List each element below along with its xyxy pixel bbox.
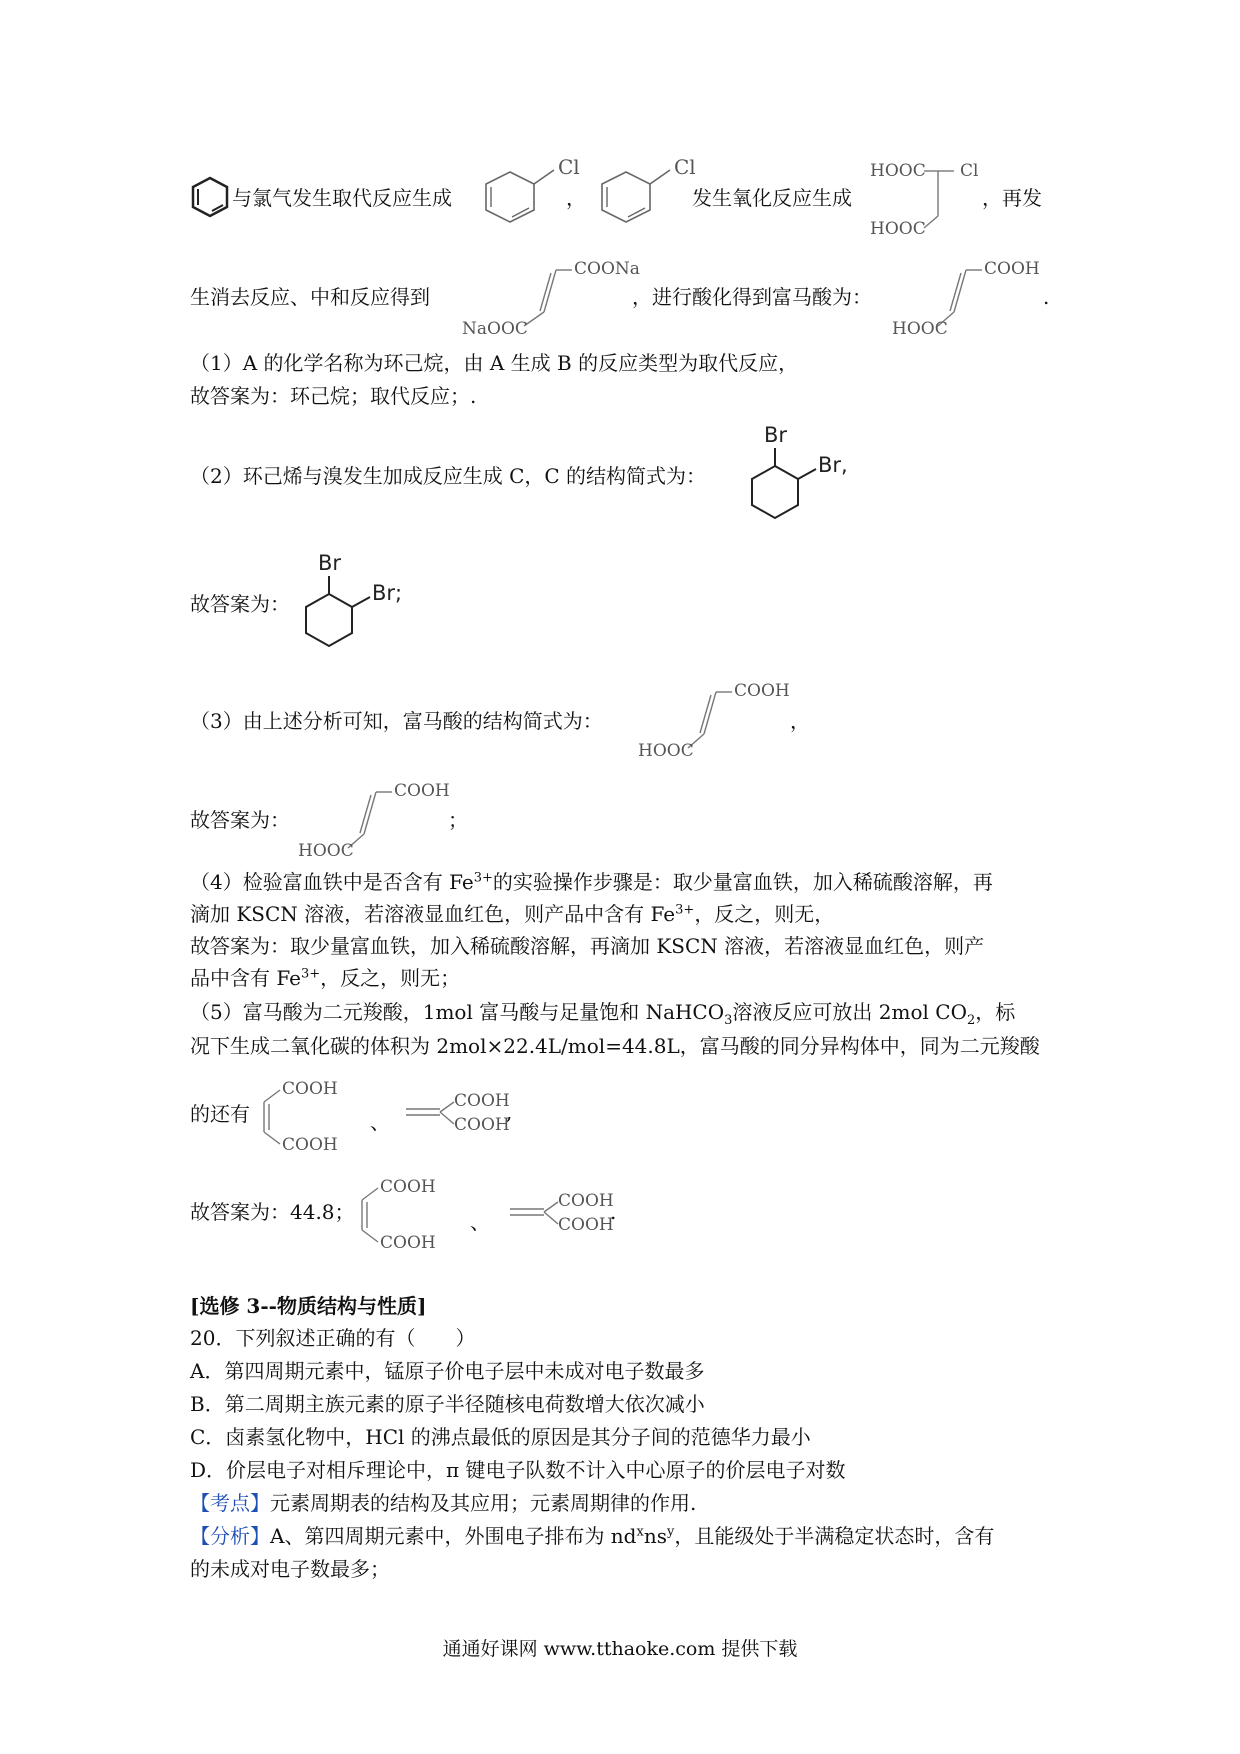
bromine-label: Br, (818, 453, 848, 477)
intro-text-2: ， (566, 186, 586, 210)
cooh-label: COOH (558, 1215, 614, 1235)
cooh-label: COOH (380, 1177, 436, 1197)
q3-comma: ， (790, 709, 810, 733)
sodium-fumarate-structure (462, 256, 640, 339)
chlorine-label: Cl (558, 155, 580, 179)
cooh-label: COOH (454, 1091, 510, 1111)
cooh-label: COOH (282, 1135, 338, 1155)
benzene-like-structure (190, 175, 230, 219)
chlorocyclohexadiene-structure-2 (594, 155, 704, 232)
bromine-label: Br (764, 423, 788, 447)
naooc-label: NaOOC (462, 319, 528, 339)
coona-label: COONa (574, 259, 640, 279)
q4-line-1: （4）检验富血铁中是否含有 $Fe^{3+}$的实验操作步骤是：取少量富血铁，加入稀硫酸溶解，再 (190, 870, 993, 894)
q3-semicolon: ； (448, 808, 468, 832)
section-title: [选修 3--物质结构与性质] (190, 1294, 427, 1318)
hooc-label: HOOC (870, 219, 926, 239)
q1-line-1: （1）A 的化学名称为环己烷，由 A 生成 B 的反应类型为取代反应， (190, 351, 799, 375)
q5-period: . (610, 1200, 617, 1224)
page-footer: 通通好课网 www.tthaoke.com 提供下载 (442, 1638, 798, 1660)
q5-comma: , (506, 1100, 513, 1124)
q5-separator-2: 、 (470, 1210, 490, 1234)
fenxi-line-1: 【分析】A、第四周期元素中，外围电子排布为 $nd^xns^y$，且能级处于半满稳定状态时，含有 (190, 1524, 995, 1548)
intro-text-7: . (1043, 285, 1050, 309)
dibromocyclohexane-structure-1 (742, 420, 862, 530)
maleic-acid-structure-2 (356, 1174, 466, 1252)
maleic-acid-structure-1 (258, 1076, 368, 1154)
cooh-label: COOH (282, 1079, 338, 1099)
bromine-label: Br (318, 551, 342, 575)
q4-line-4: 品中含有 $Fe^{3+}$，反之，则无； (190, 966, 461, 990)
fenxi-tag: 【分析】 (190, 1524, 270, 1548)
cooh-label: COOH (454, 1115, 510, 1135)
chlorine-label: Cl (674, 155, 696, 179)
cooh-label: COOH (380, 1233, 436, 1253)
q3-line-1: （3）由上述分析可知，富马酸的结构简式为： (190, 709, 603, 733)
methylenemalonic-acid-structure-1 (404, 1088, 514, 1140)
q5-line-1: （5）富马酸为二元羧酸，1mol 富马酸与足量饱和 NaHCO$_3$溶液反应可放出 2mol $CO_2$，标 (190, 1000, 1016, 1028)
intro-text-3: 发生氧化反应生成 (692, 186, 852, 210)
intro-text-4: ，再发 (982, 186, 1042, 210)
kaodian-line: 【考点】元素周期表的结构及其应用；元素周期律的作用. (190, 1491, 697, 1515)
cooh-label: COOH (734, 681, 790, 701)
intro-text-1: 与氯气发生取代反应生成 (232, 186, 452, 210)
hooc-label: HOOC (298, 841, 354, 861)
cooh-label: COOH (558, 1191, 614, 1211)
option-d: D．价层电子对相斥理论中，π 键电子队数不计入中心原子的价层电子对数 (190, 1458, 846, 1482)
hooc-label: HOOC (870, 161, 926, 181)
fenxi-line-2: 的未成对电子数最多； (190, 1557, 390, 1581)
q5-line-2: 况下生成二氧化碳的体积为 2mol×22.4L/mol=44.8L，富马酸的同分异构体中，同为二元羧酸 (190, 1034, 1040, 1058)
bromine-label: Br; (372, 581, 403, 605)
fumaric-acid-structure-1 (892, 256, 1052, 338)
q4-line-3: 故答案为：取少量富血铁，加入稀硫酸溶解，再滴加 KSCN 溶液，若溶液显血红色，则产 (190, 934, 985, 958)
intro-text-6: ，进行酸化得到富马酸为： (632, 285, 872, 309)
hooc-label: HOOC (638, 741, 694, 761)
option-c: C．卤素氢化物中，HCl 的沸点最低的原因是其分子间的范德华力最小 (190, 1425, 811, 1449)
q5-answer: 故答案为：44.8； (190, 1200, 355, 1224)
hooc-label: HOOC (892, 319, 948, 339)
q4-line-2: 滴加 KSCN 溶液，若溶液显血红色，则产品中含有 $Fe^{3+}$，反之，则无， (190, 902, 835, 926)
intro-text-5: 生消去反应、中和反应得到 (190, 285, 430, 309)
q2-answer: 故答案为： (190, 592, 290, 616)
methylenemalonic-acid-structure-2 (508, 1188, 618, 1240)
kaodian-tag: 【考点】 (190, 1491, 270, 1515)
cooh-label: COOH (394, 781, 450, 801)
chloro-succinic-acid-structure (870, 158, 990, 240)
dibromocyclohexane-structure-2 (296, 548, 416, 658)
fumaric-acid-structure-3 (298, 778, 458, 860)
q3-answer: 故答案为： (190, 808, 290, 832)
question-20: 20．下列叙述正确的有（ ） (190, 1326, 476, 1350)
q5-line-3: 的还有 (190, 1102, 250, 1126)
option-b: B．第二周期主族元素的原子半径随核电荷数增大依次减小 (190, 1392, 705, 1416)
q2-line-1: （2）环己烯与溴发生加成反应生成 C，C 的结构简式为： (190, 464, 707, 488)
chlorine-label: Cl (960, 161, 979, 181)
option-a: A．第四周期元素中，锰原子价电子层中未成对电子数最多 (190, 1359, 705, 1383)
q1-line-2: 故答案为：环己烷；取代反应；. (190, 384, 477, 408)
fumaric-acid-structure-2 (638, 678, 798, 760)
cooh-label: COOH (984, 259, 1040, 279)
q5-separator-1: 、 (370, 1110, 390, 1134)
